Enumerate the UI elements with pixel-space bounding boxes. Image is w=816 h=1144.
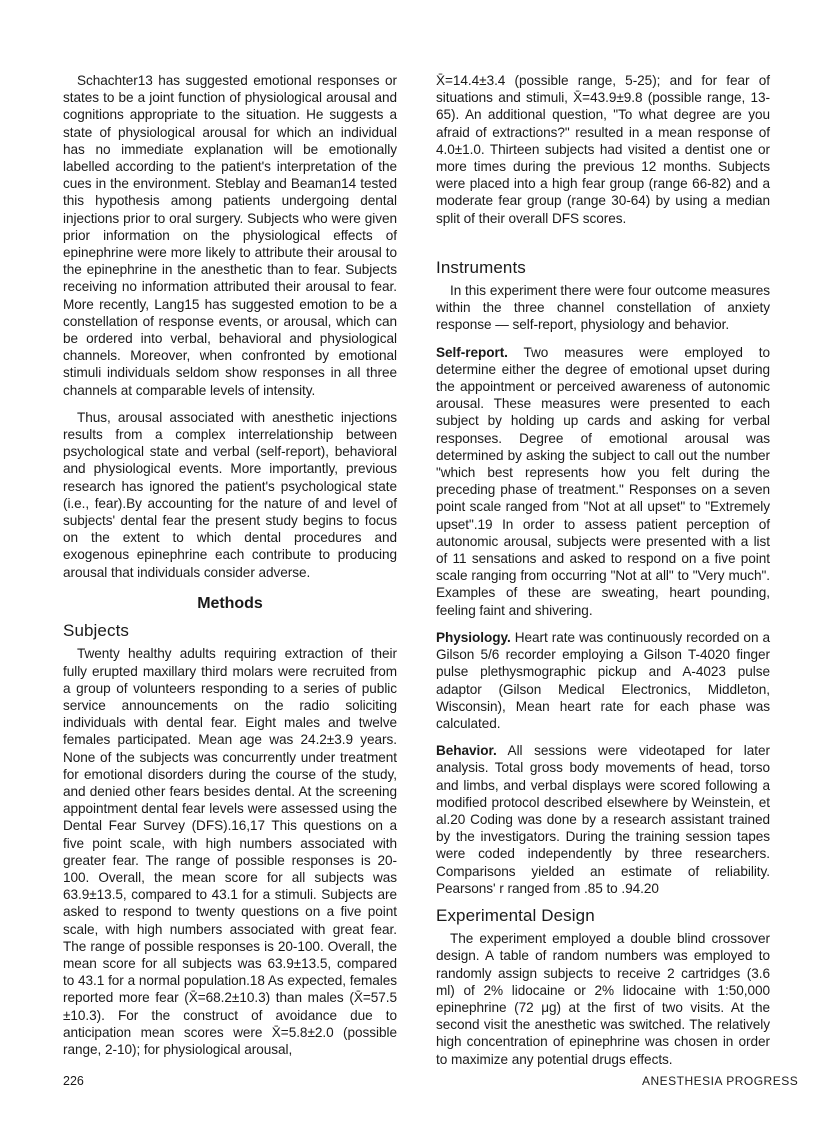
physiology-paragraph [436, 629, 770, 732]
subjects-paragraph-continued: X̄=14.4±3.4 (possible range, 5-25); and for fear of situations and stimuli, X̄=43.9±9.8 (possible range, 13-65). An additional question, "To what degree are you afraid of extractions?" resulted in a mean response of 4.0±1.0. Thirteen subjects had visited a dentist one or more times during the previous 12 months. Subjects were placed into a high fear group (range 66-82) and a moderate fear group (range 30-64) by using a median split of their overall DFS scores. [436, 73, 770, 226]
experimental-design-paragraph: The experiment employed a double blind crossover design. A table of random numbers was employed to randomly assign subjects to receive 2 cartridges (3.6 ml) of 2% lidocaine or 2% lidocaine with 1:50,000 epinephrine (72 μg) at the first of two visits. At the second visit the anesthetic was switched. The relatively high concentration of epinephrine was chosen in order to maximize any potential drugs effects. [436, 931, 770, 1067]
journal-name: ANESTHESIA PROGRESS [642, 1074, 799, 1088]
experimental-design-heading: Experimental Design [436, 905, 595, 925]
physiology-text: Heart rate was continuously recorded on a Gilson 5/6 recorder employing a Gilson T-4020 finger pulse plethysmographic pickup and A-4023 pulse adaptor (Gilson Medical Electronics, Middleton, Wisconsin), Mean heart rate for each phase was calculated. [436, 629, 770, 731]
left-column [63, 72, 397, 1068]
methods-heading: Methods [197, 594, 263, 612]
instruments-paragraph: In this experiment there were four outcome measures within the three channel constellation of anxiety response — self-report, physiology and behavior. [436, 283, 770, 333]
self-report-lead: Self-report. [436, 344, 508, 360]
behavior-text: All sessions were videotaped for later analysis. Total gross body movements of head, torso and limbs, and verbal displays were scored following a modified protocol described elsewhere by Weinstein, et al.20 Coding was done by a research assistant trained by the investigators. During the training session tapes were coded independently by three researchers. Comparisons yielded an estimate of reliability. Pearsons' r ranged from .85 to .94.20 [436, 743, 770, 896]
instruments-heading: Instruments [436, 257, 526, 277]
subjects-heading: Subjects [63, 621, 130, 641]
page-number: 226 [63, 1074, 84, 1088]
intro-paragraph-1: Schachter13 has suggested emotional responses or states to be a joint function of physiological arousal and cognitions appropriate to the situation. He suggests a state of physiological arousal for which an individual has no immediate explanation will be emotionally labelled according to the patient's interpretation of the cues in the environment. Steblay and Beaman14 tested this hypothesis among patients undergoing dental injections prior to oral surgery. Subjects who were given prior information on the physiological effects of epinephrine were more likely to attribute their arousal to the epinephrine in the anesthetic than to fear. Subjects receiving no information attributed their arousal to fear. More recently, Lang15 has suggested emotion to be a constellation of response events, or arousal, which can be ordered into verbal, behavioral and physiological channels. Moreover, when confronted by emotional stimuli individuals seldom show responses in all three channels at comparable levels of intensity. [63, 73, 397, 398]
self-report-paragraph [436, 344, 770, 619]
behavior-paragraph [436, 742, 770, 897]
self-report-text: Two measures were employed to determine either the degree of emotional upset during the appointment or perceived awareness of autonomic arousal. These measures were presented to each subject by holding up cards and asking for verbal responses. Degree of emotional arousal was determined by asking the subject to call out the number "which best represents how you felt during the preceding phase of treatment." Responses on a seven point scale ranged from "Not at all upset" to "Extremely upset".19 In order to assess patient perception of autonomic arousal, subjects were presented with a list of 11 sensations and asked to respond on a five point scale ranging from occurring "Not at all" to "Very much". Examples of these are sweating, heart pounding, feeling faint and shivering. [436, 344, 770, 618]
subjects-paragraph: Twenty healthy adults requiring extraction of their fully erupted maxillary third molars were recruited from a group of volunteers responding to a series of public service announcements on the radio soliciting individuals with dental fear. Eight males and twelve females participated. Mean age was 24.2±3.9 years. None of the subjects was concurrently under treatment for emotional disorders during the course of the study, and denied other fears besides dental. At the screening appointment dental fear levels were assessed using the Dental Fear Survey (DFS).16,17 This questions on a five point scale, with high numbers associated with greater fear. The range of possible responses is 20-100. Overall, the mean score for all subjects was 63.9±13.5, compared to 43.1 for a stimuli. Subjects are asked to respond to twenty questions on a five point scale, with high numbers associated with great fear. The range of possible responses is 20-100. Overall, the mean score for all subjects was 63.9±13.5, compared to 43.1 for a normal population.18 As expected, females reported more fear (X̄=68.2±10.3) than males (X̄=57.5 ±10.3). For the construct of avoidance due to anticipation mean scores were X̄=5.8±2.0 (possible range, 2-10); for physiological arousal, [63, 646, 397, 1057]
behavior-lead: Behavior. [436, 743, 497, 759]
physiology-lead: Physiology. [436, 629, 511, 645]
intro-paragraph-2: Thus, arousal associated with anesthetic injections results from a complex interrelationship between psychological state and verbal (self-report), behavioral and physiological events. More importantly, previous research has ignored the patient's psychological state (i.e., fear).By accounting for the nature of and level of subjects' dental fear the present study begins to focus on the extent to which dental procedures and exogenous epinephrine each contribute to producing arousal that individuals consider adverse. [63, 409, 397, 580]
right-column [436, 72, 770, 1078]
